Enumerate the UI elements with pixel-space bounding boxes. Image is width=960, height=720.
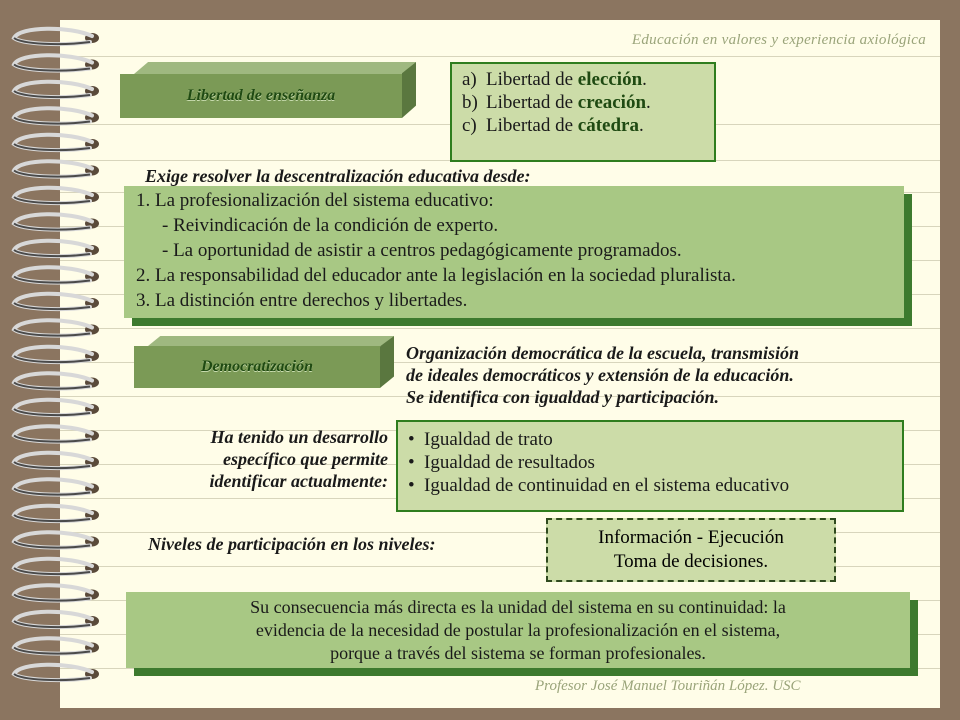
libertad-options-box [450,62,716,162]
descentralizacion-line-4: 2. La responsabilidad del educador ante la legislación en la sociedad pluralista. [136,265,736,286]
list-item [462,68,704,91]
libertad-block [120,62,416,118]
consecuencia-line: porque a través del sistema se forman profesionales. [330,643,706,663]
rule-line [60,328,940,329]
description-line: de ideales democráticos y extensión de la educación. [406,365,794,385]
igualdad-list [408,428,892,497]
spiral-binding [0,0,120,720]
page-header: Educación en valores y experiencia axiológica [631,32,926,48]
consecuencia-box [126,592,920,678]
description-line: Se identifica con igualdad y participación. [406,387,719,407]
item-suffix: . [642,69,647,90]
descentralizacion-line-1: 1. La profesionalización del sistema educativo: [136,190,494,211]
item-keyword: creación [577,92,647,113]
item-suffix: . [646,92,651,113]
list-item: • Igualdad de trato [408,428,892,451]
democratizacion-description [406,342,799,408]
democratizacion-block [134,336,394,388]
descentralizacion-line-2: - Reivindicación de la condición de experto. [162,215,499,236]
item-marker: a) [462,69,477,90]
descentralizacion-box [124,186,914,328]
page-footer: Profesor José Manuel Touriñán López. USC [535,678,801,694]
item-keyword: cátedra [577,115,639,136]
list-item: • Igualdad de continuidad en el sistema educativo [408,474,892,497]
participacion-line: Información - Ejecución [598,527,784,548]
participacion-line: Toma de decisiones. [613,551,769,572]
descentralizacion-line-5: 3. La distinción entre derechos y libertades. [136,290,468,311]
list-item [462,91,704,114]
libertad-label: Libertad de enseñanza [120,74,402,118]
item-marker: c) [462,115,477,136]
lead-line: identificar actualmente: [209,471,388,491]
item-marker: b) [462,92,478,113]
participacion-lead: Niveles de participación en los niveles: [148,534,436,554]
item-text: Libertad de [486,115,578,136]
igualdad-box [396,420,904,512]
description-line: Organización democrática de la escuela, transmisión [406,343,800,363]
descentralizacion-heading: Exige resolver la descentralización educativa desde: [145,166,531,186]
lead-line: Ha tenido un desarrollo [210,427,388,447]
participacion-box [546,518,836,582]
consecuencia-line: Su consecuencia más directa es la unidad del sistema en su continuidad: la [250,597,786,617]
libertad-options-list [462,68,704,137]
lead-line: específico que permite [223,449,388,469]
list-item: • Igualdad de resultados [408,451,892,474]
item-text: Libertad de [486,92,578,113]
desarrollo-lead [140,426,388,492]
item-suffix: . [639,115,644,136]
rule-line [60,56,940,57]
item-text: Libertad de [486,69,578,90]
consecuencia-line: evidencia de la necesidad de postular la profesionalización en el sistema, [255,620,781,640]
item-keyword: elección [577,69,643,90]
descentralizacion-line-3: - La oportunidad de asistir a centros pedagógicamente programados. [162,240,682,261]
list-item [462,114,704,137]
democratizacion-label: Democratización [134,346,380,388]
